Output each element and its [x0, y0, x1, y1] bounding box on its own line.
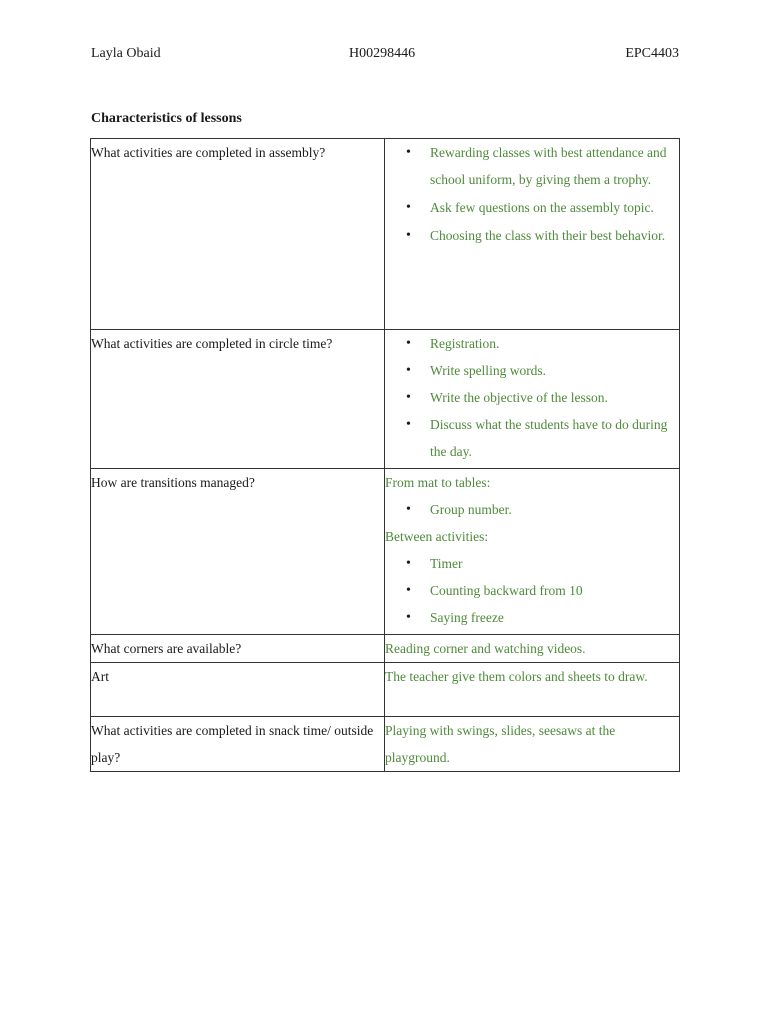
list-item: • Choosing the class with their best behavior.	[385, 222, 679, 249]
sub-label: From mat to tables:	[385, 475, 491, 490]
table-row	[91, 330, 680, 469]
table-row	[91, 635, 680, 663]
table-row	[91, 663, 680, 717]
answer-cell	[385, 469, 680, 635]
question-cell: Art	[91, 663, 385, 717]
list-item: • Registration.	[385, 330, 679, 357]
list-item: • Write spelling words.	[385, 357, 679, 384]
list-item: • Group number.	[385, 496, 679, 523]
list-item: • Counting backward from 10	[385, 577, 679, 604]
page-header	[91, 46, 679, 66]
answer-list	[385, 550, 679, 631]
lessons-table	[90, 138, 680, 772]
question-cell: What activities are completed in assembly?	[91, 139, 385, 330]
answer-list	[385, 496, 679, 523]
answer-cell: Reading corner and watching videos.	[385, 635, 680, 663]
sub-label: Between activities:	[385, 529, 489, 544]
list-item: • Rewarding classes with best attendance and school uniform, by giving them a trophy.	[385, 139, 679, 193]
table-row	[91, 469, 680, 635]
question-cell: How are transitions managed?	[91, 469, 385, 635]
answer-list	[385, 330, 679, 465]
student-id: H00298446	[349, 46, 416, 61]
question-cell: What activities are completed in snack time/ outside play?	[91, 717, 385, 772]
question-cell: What activities are completed in circle time?	[91, 330, 385, 469]
list-item: • Discuss what the students have to do during the day.	[385, 411, 679, 465]
answer-cell	[385, 139, 680, 330]
list-item: • Timer	[385, 550, 679, 577]
author-name: Layla Obaid	[91, 46, 161, 61]
answer-cell: Playing with swings, slides, seesaws at the playground.	[385, 717, 680, 772]
list-item: • Saying freeze	[385, 604, 679, 631]
answer-cell: The teacher give them colors and sheets to draw.	[385, 663, 680, 717]
course-code: EPC4403	[625, 46, 679, 61]
question-cell: What corners are available?	[91, 635, 385, 663]
list-item: • Ask few questions on the assembly topic.	[385, 194, 679, 221]
table-row	[91, 139, 680, 330]
answer-list	[385, 139, 679, 249]
answer-cell	[385, 330, 680, 469]
list-item: • Write the objective of the lesson.	[385, 384, 679, 411]
section-title: Characteristics of lessons	[91, 111, 242, 126]
table-row	[91, 717, 680, 772]
